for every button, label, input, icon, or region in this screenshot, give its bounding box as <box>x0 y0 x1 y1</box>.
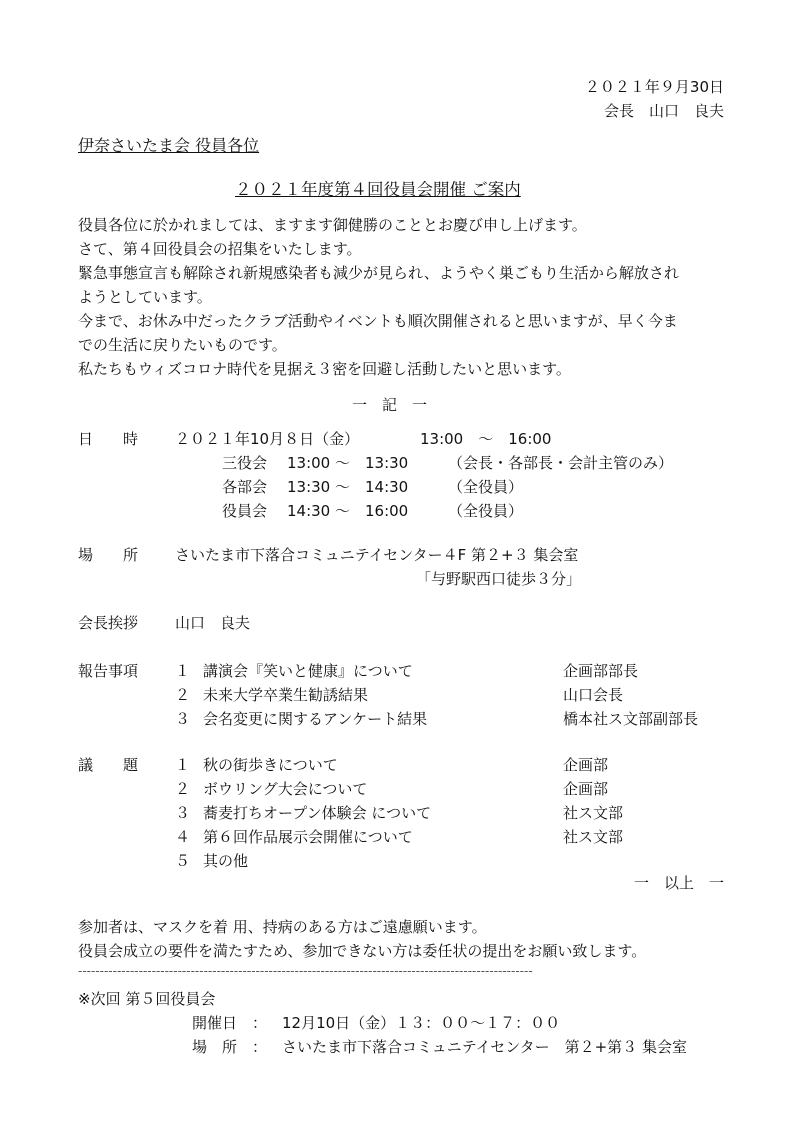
session-time: 14:30 ～ 16:00 <box>287 502 409 520</box>
page-title: ２０２１年度第４回役員会開催 ご案内 <box>235 180 521 199</box>
list-item-person: 社ス文部 <box>563 804 624 822</box>
ki-heading: 一 記 一 <box>352 396 428 414</box>
note-line: 役員会成立の要件を満たすため、参加できない方は委任状の提出をお願い致します。 <box>78 942 647 960</box>
body-line: ようとしています。 <box>78 288 212 306</box>
list-item-number: ３ <box>175 710 191 728</box>
list-item-person: 橋本社ス文部副部長 <box>563 710 699 728</box>
next-place-value: さいたま市下落合コミュニテイセンター 第２+第３ 集会室 <box>282 1038 687 1056</box>
list-item-number: ２ <box>175 780 191 798</box>
list-item-number: ４ <box>175 828 191 846</box>
list-item-text: 秋の街歩きについて <box>203 756 338 774</box>
session-note: （会長・各部長・会計主管のみ） <box>448 454 674 472</box>
body-line: さて、第４回役員会の招集をいたします。 <box>78 240 362 258</box>
list-item-text: ボウリング大会について <box>203 780 368 798</box>
next-date-value: 12月10日（金）１３：００～１７：００ <box>282 1014 561 1032</box>
note-line: 参加者は、マスクを着 用、持病のある方はご遠慮願います。 <box>78 918 487 936</box>
addressee: 伊奈さいたま会 役員各位 <box>78 136 260 155</box>
document-author: 会長 山口 良夫 <box>603 102 724 120</box>
list-item-number: １ <box>175 662 191 680</box>
body-line: 今まで、お休み中だったクラブ活動やイベントも順次開催されると思いますが、早く今ま <box>78 312 678 330</box>
list-item-number: １ <box>175 756 191 774</box>
separator-line: --------------------------------------------------------------------------------------------------------- <box>78 964 533 978</box>
list-item-text: 蕎麦打ちオープン体験会 について <box>203 804 432 822</box>
session-name: 三役会 <box>222 454 268 472</box>
schedule-time-range: 13:00 ～ 16:00 <box>420 430 552 448</box>
greeting-label: 会長挨拶 <box>78 614 139 632</box>
list-item-person: 企画部 <box>563 780 609 798</box>
list-item-number: ３ <box>175 804 191 822</box>
session-time: 13:30 ～ 14:30 <box>287 478 409 496</box>
list-item-text: 講演会『笑いと健康』について <box>203 662 413 680</box>
agenda-label: 議 題 <box>78 756 139 774</box>
list-item-text: 未来大学卒業生勧誘結果 <box>203 686 369 704</box>
session-name: 各部会 <box>222 478 268 496</box>
session-name: 役員会 <box>222 502 268 520</box>
list-item-text: 会名変更に関するアンケート結果 <box>203 710 428 728</box>
session-note: （全役員） <box>448 478 524 496</box>
next-place-colon: ： <box>252 1038 268 1056</box>
body-line: 役員各位に於かれましては、ますます御健勝のこととお慶び申し上げます。 <box>78 216 587 234</box>
venue-access: 「与野駅西口徒歩３分」 <box>416 570 582 588</box>
body-line: 緊急事態宣言も解除され新規感染者も減少が見られ、ようやく巣ごもり生活から解放され <box>78 264 679 282</box>
list-item-person: 企画部部長 <box>563 662 639 680</box>
body-line: での生活に戻りたいものです。 <box>78 336 287 354</box>
list-item-person: 社ス文部 <box>563 828 624 846</box>
session-time: 13:00 ～ 13:30 <box>287 454 409 472</box>
list-item-number: ２ <box>175 686 191 704</box>
list-item-person: 企画部 <box>563 756 609 774</box>
reports-label: 報告事項 <box>78 662 139 680</box>
next-date-label: 開催日 <box>192 1014 238 1032</box>
list-item-text: 其の他 <box>203 852 249 870</box>
list-item-number: ５ <box>175 852 191 870</box>
schedule-date: ２０２１年10月８日（金） <box>175 430 360 448</box>
list-item-text: 第６回作品展示会開催について <box>203 828 413 846</box>
body-line: 私たちもウィズコロナ時代を見据え３密を回避し活動したいと思います。 <box>78 360 571 378</box>
session-note: （全役員） <box>448 502 524 520</box>
next-meeting-heading: ※次回 第５回役員会 <box>78 990 216 1008</box>
greeting-name: 山口 良夫 <box>175 614 251 632</box>
venue-name: さいたま市下落合コミュニテイセンター４F 第２+３ 集会室 <box>175 546 579 564</box>
schedule-label: 日 時 <box>78 430 139 448</box>
document-date: ２０２１年９月30日 <box>584 78 724 96</box>
venue-label: 場 所 <box>78 546 139 564</box>
list-item-person: 山口会長 <box>563 686 624 704</box>
next-date-colon: ： <box>252 1014 268 1032</box>
next-place-label: 場 所 <box>192 1038 238 1056</box>
closing-mark: 一 以上 一 <box>633 874 724 892</box>
